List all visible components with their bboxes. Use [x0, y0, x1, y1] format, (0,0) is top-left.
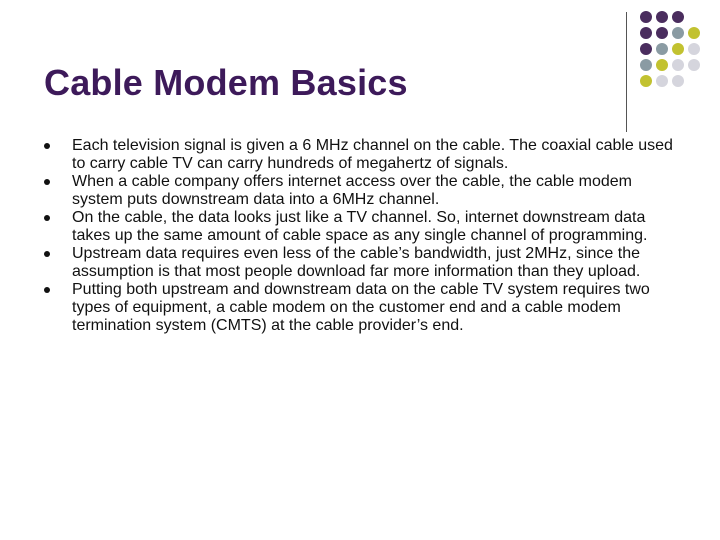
decorative-dot — [672, 11, 684, 23]
decorative-dot — [656, 11, 668, 23]
bullet-item — [44, 173, 684, 209]
bullet-list — [44, 137, 684, 335]
decorative-dot — [640, 11, 652, 23]
decorative-dot — [656, 43, 668, 55]
decorative-dot — [640, 59, 652, 71]
decorative-dot — [688, 59, 700, 71]
bullet-item — [44, 281, 684, 335]
bullet-text: On the cable, the data looks just like a TV channel. So, internet downstream data takes up the same amount of cable space as any single channel of programming. — [72, 209, 648, 244]
title-divider-line — [626, 12, 627, 132]
bullet-text: When a cable company offers internet access over the cable, the cable modem system puts downstream data into a 6MHz channel. — [72, 173, 633, 208]
bullet-dot-icon — [44, 143, 50, 149]
bullet-dot-icon — [44, 287, 50, 293]
bullet-item — [44, 209, 684, 245]
decorative-dot — [640, 75, 652, 87]
decorative-dot — [672, 43, 684, 55]
decorative-dot — [672, 75, 684, 87]
bullet-text: Each television signal is given a 6 MHz channel on the cable. The coaxial cable used to carry cable TV can carry hundreds of megahertz of signals. — [72, 137, 673, 172]
decorative-dot — [656, 75, 668, 87]
decorative-dot — [656, 27, 668, 39]
bullet-item — [44, 137, 684, 173]
decorative-dot — [672, 59, 684, 71]
bullet-text: Putting both upstream and downstream data on the cable TV system requires two types of equipment, a cable modem on the customer end and a cable modem termination system (CMTS) at the cable provider’s end. — [72, 281, 650, 334]
decorative-dot — [688, 43, 700, 55]
bullet-dot-icon — [44, 215, 50, 221]
bullet-item — [44, 245, 684, 281]
decorative-dot — [688, 27, 700, 39]
decorative-dot — [656, 59, 668, 71]
decorative-dot — [640, 43, 652, 55]
bullet-text: Upstream data requires even less of the cable’s bandwidth, just 2MHz, since the assumption is that most people download far more information than they upload. — [72, 245, 641, 280]
slide-title: Cable Modem Basics — [44, 62, 408, 103]
decorative-dot — [640, 27, 652, 39]
bullet-dot-icon — [44, 179, 50, 185]
bullet-dot-icon — [44, 251, 50, 257]
decorative-dot — [672, 27, 684, 39]
